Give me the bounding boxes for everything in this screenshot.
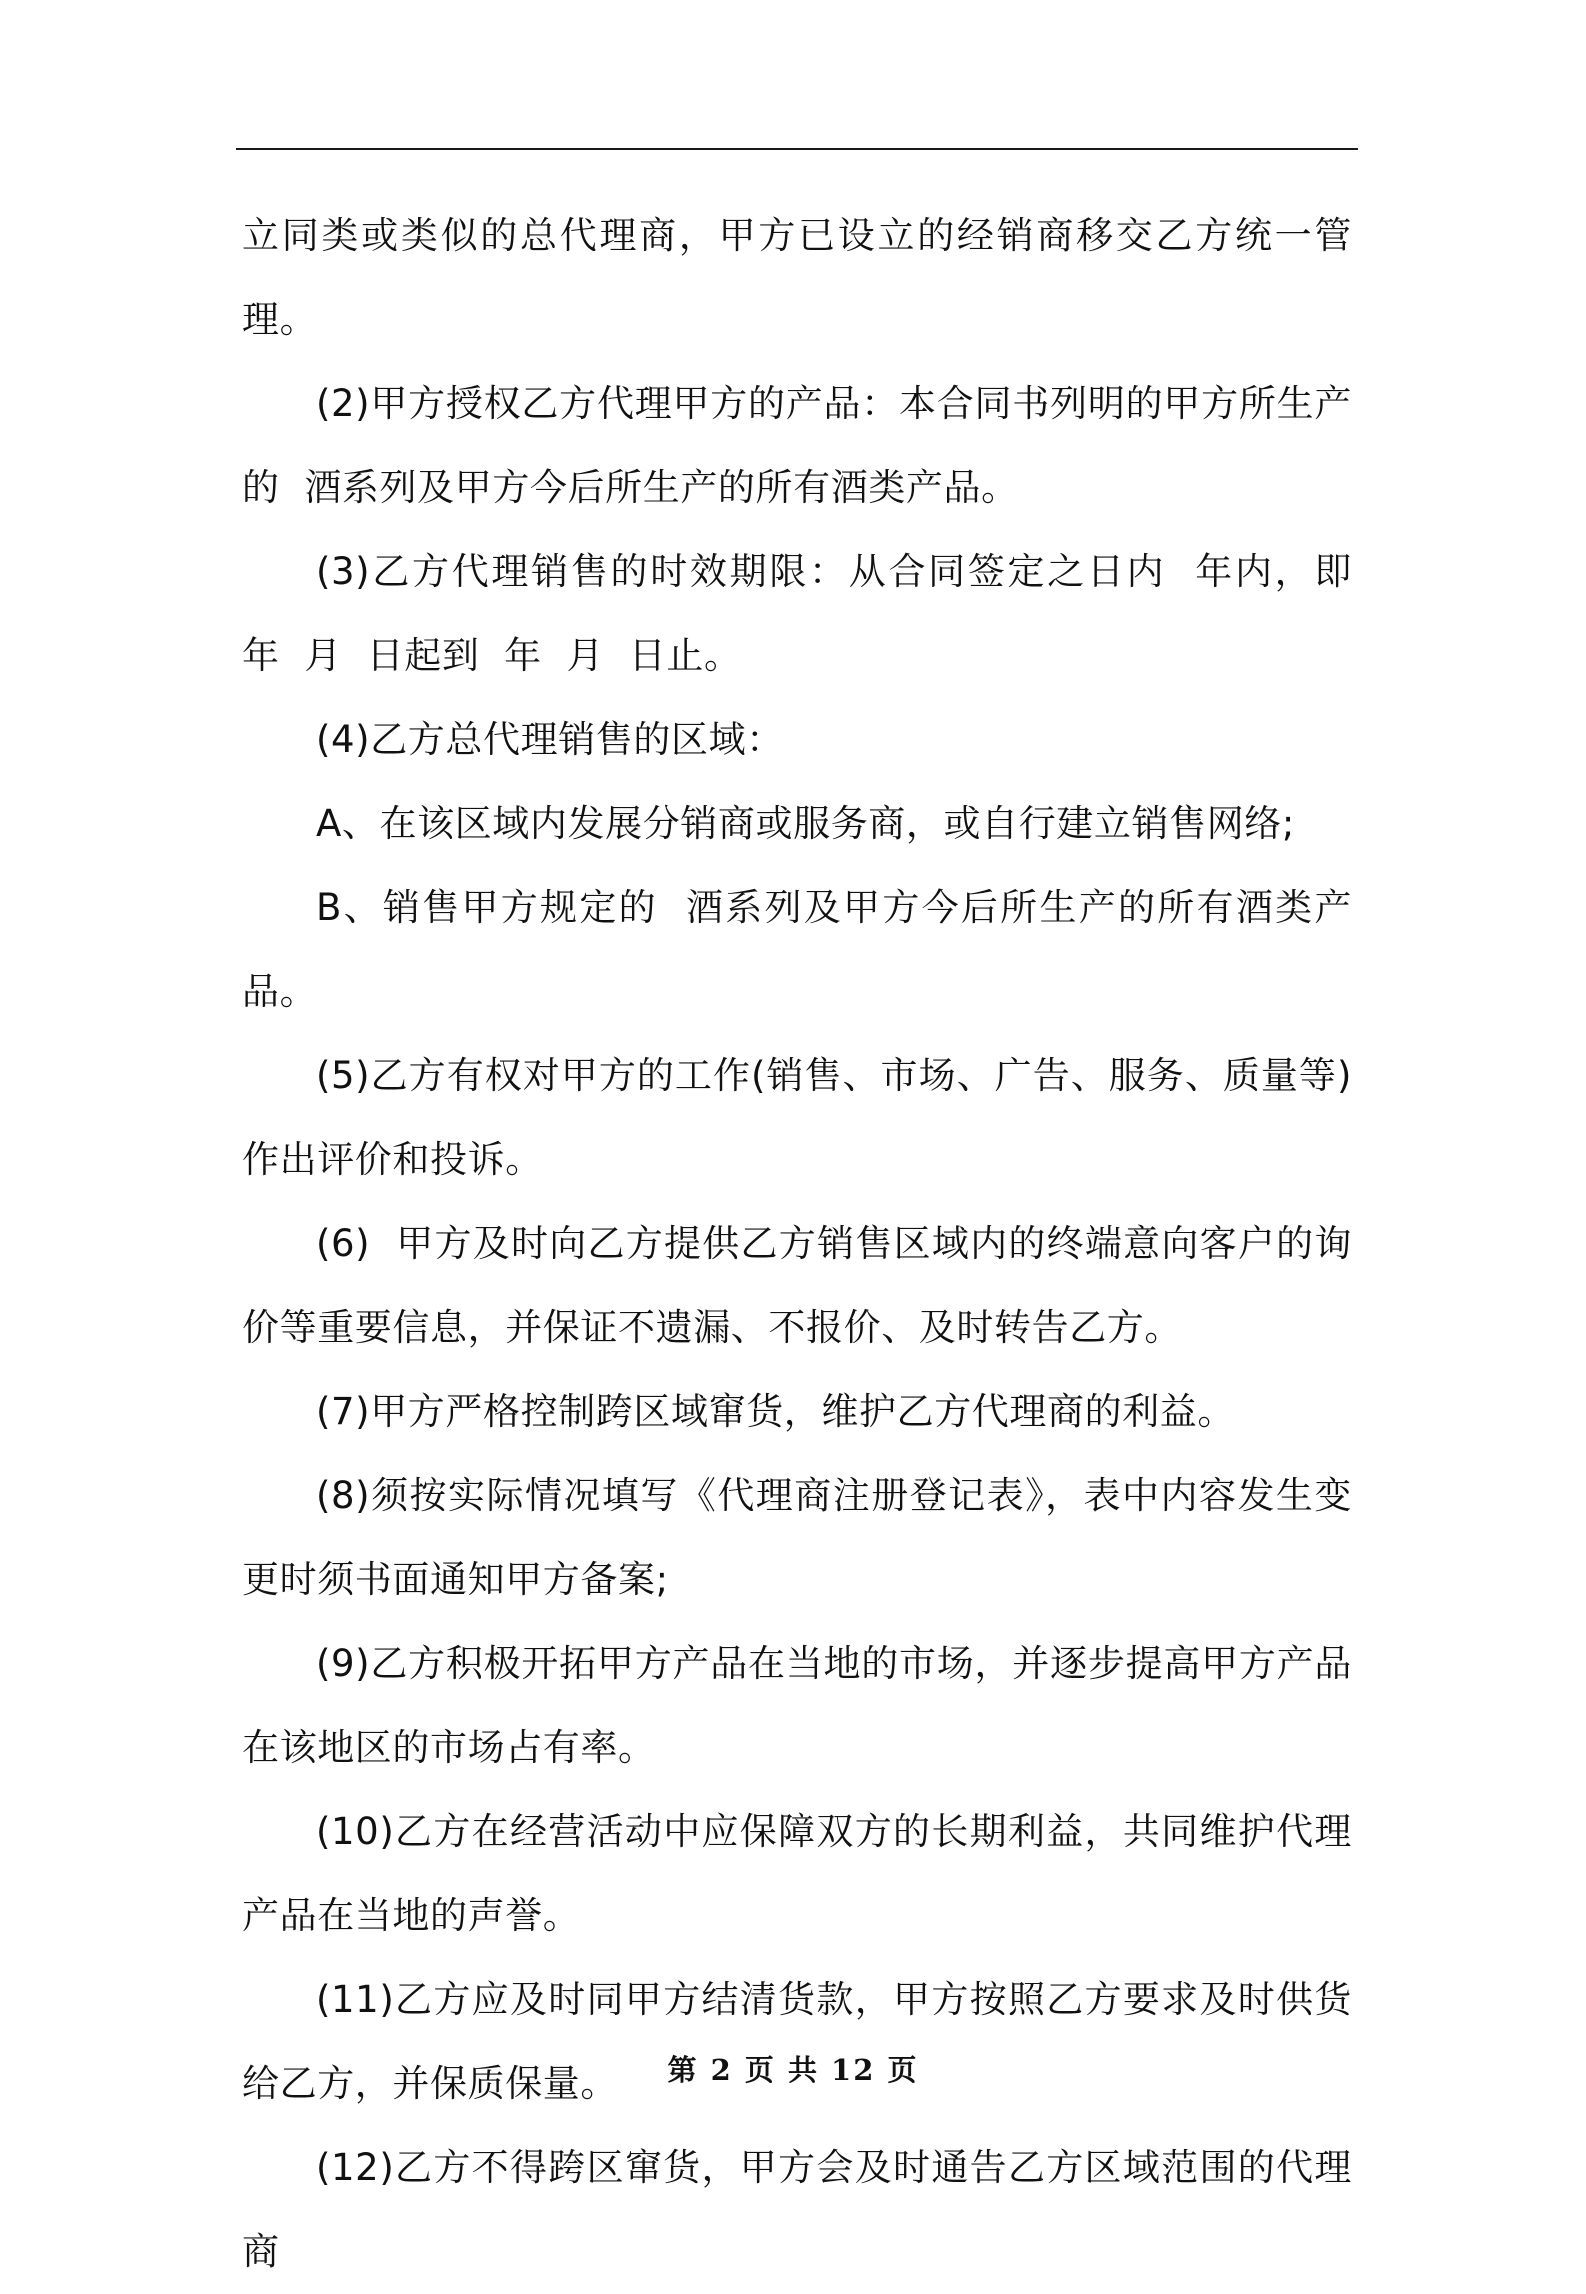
paragraph-clause-6: (6) 甲方及时向乙方提供乙方销售区域内的终端意向客户的询价等重要信息，并保证不遗漏、不报价、及时转告乙方。 [242, 1222, 1352, 1349]
paragraph-clause-11: (11)乙方应及时同甲方结清货款，甲方按照乙方要求及时供货给乙方，并保质保量。 [242, 1978, 1352, 2105]
paragraph-clause-4: (4)乙方总代理销售的区域： [316, 718, 784, 761]
paragraph-clause-9: (9)乙方积极开拓甲方产品在当地的市场，并逐步提高甲方产品在该地区的市场占有率。 [242, 1642, 1352, 1769]
paragraph-clause-3: (3)乙方代理销售的时效期限：从合同签定之日内 年内，即 年 月 日起到 年 月 日止。 [242, 550, 1377, 677]
paragraph-clause-10: (10)乙方在经营活动中应保障双方的长期利益，共同维护代理产品在当地的声誉。 [242, 1810, 1352, 1937]
paragraph-clause-2: (2)甲方授权乙方代理甲方的产品：本合同书列明的甲方所生产的 酒系列及甲方今后所生产的所有酒类产品。 [242, 382, 1352, 509]
paragraph-clause-7: (7)甲方严格控制跨区域窜货，维护乙方代理商的利益。 [316, 1390, 1236, 1433]
paragraph-continuation: 立同类或类似的总代理商，甲方已设立的经销商移交乙方统一管理。 [242, 214, 1352, 341]
paragraph-clause-5: (5)乙方有权对甲方的工作(销售、市场、广告、服务、质量等)作出评价和投诉。 [242, 1054, 1352, 1181]
page-number: 第 2 页 共 12 页 [667, 2053, 919, 2087]
paragraph-clause-4a: A、在该区域内发展分销商或服务商，或自行建立销售网络; [316, 802, 1295, 845]
header-rule [236, 148, 1358, 150]
paragraph-clause-12: (12)乙方不得跨区窜货，甲方会及时通告乙方区域范围的代理商 [242, 2146, 1352, 2273]
paragraph-clause-8: (8)须按实际情况填写《代理商注册登记表》，表中内容发生变更时须书面通知甲方备案; [242, 1474, 1352, 1601]
document-body [242, 194, 1377, 2294]
paragraph-clause-4b: B、销售甲方规定的 酒系列及甲方今后所生产的所有酒类产品。 [242, 886, 1352, 1013]
